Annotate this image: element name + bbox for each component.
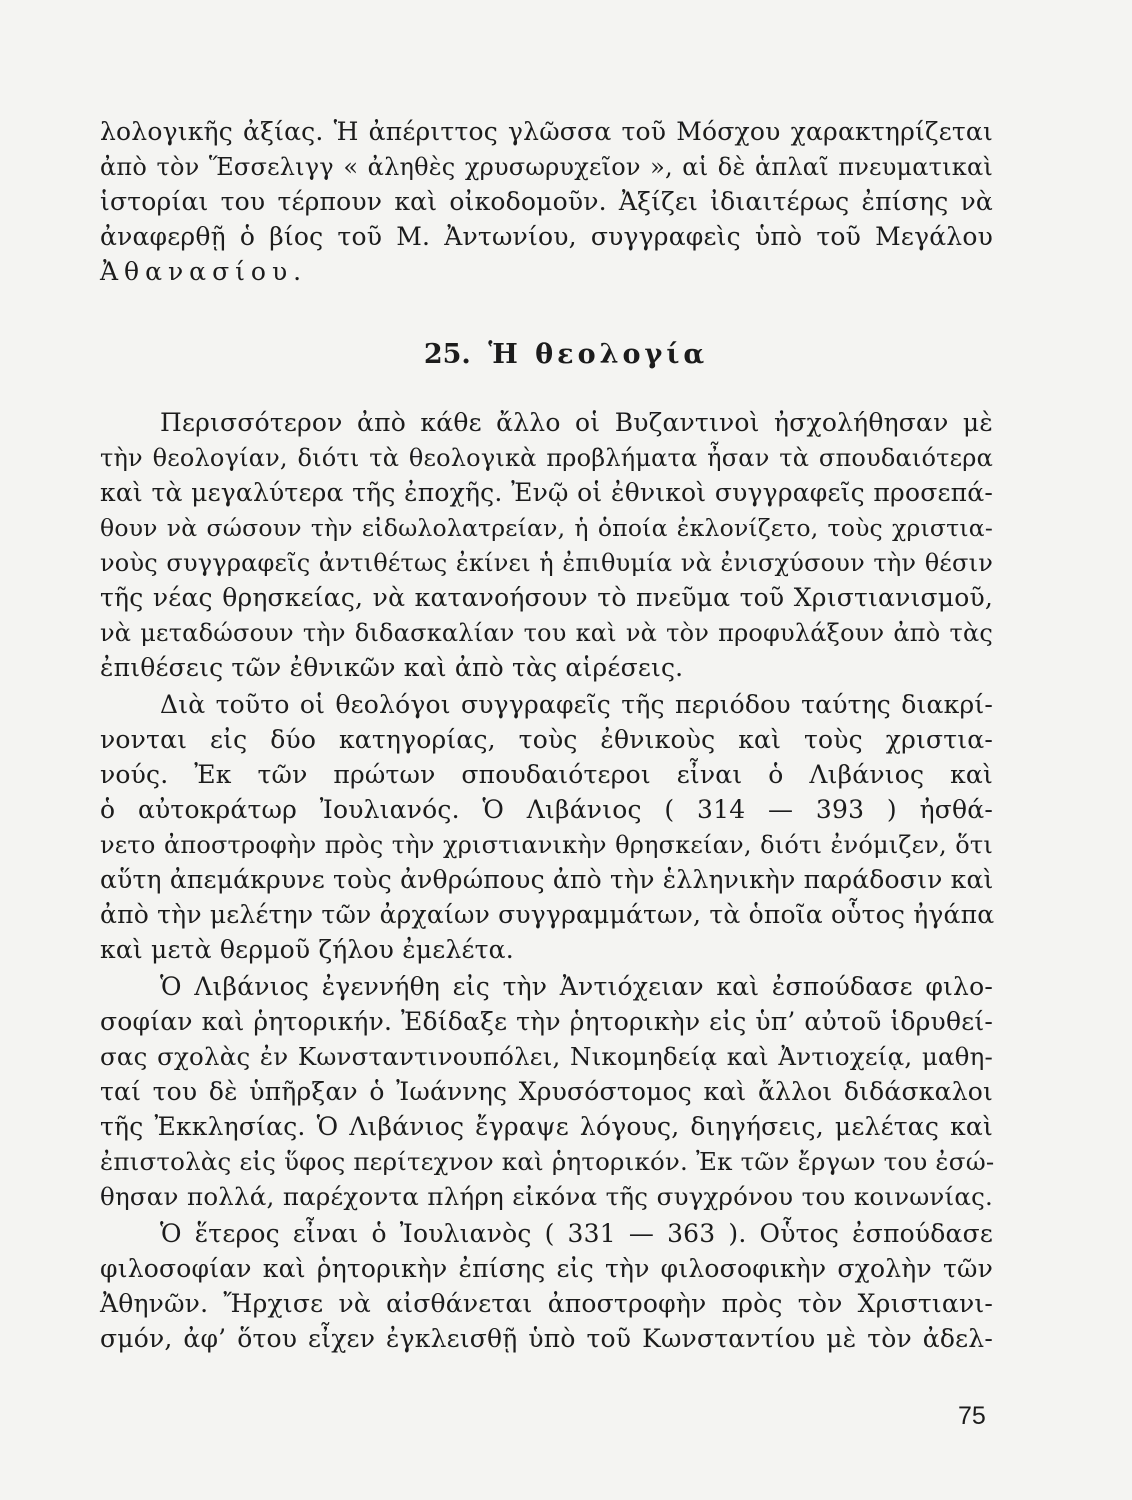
- text-line: ὁ αὐτοκράτωρ Ἰουλιανός. Ὁ Λιβάνιος ( 314 — 393 ) ἠσθά-: [100, 795, 993, 824]
- text-line: τῆς νέας θρησκείας, νὰ κατανοήσουν τὸ πνεῦμα τοῦ Χριστιανισμοῦ,: [100, 583, 993, 612]
- text-line: ἀπὸ τὴν μελέτην τῶν ἀρχαίων συγγραμμάτων, τὰ ὁποῖα οὗτος ἠγάπα: [100, 900, 995, 929]
- text-line: θησαν πολλά, παρέχοντα πλήρη εἰκόνα τῆς συγχρόνου του κοινωνίας.: [100, 1182, 993, 1211]
- text-line: σας σχολὰς ἐν Κωνσταντινουπόλει, Νικομηδείᾳ καὶ Ἀντιοχείᾳ, μαθη-: [100, 1042, 993, 1071]
- text-line: νονται εἰς δύο κατηγορίας, τοὺς ἐθνικοὺς καὶ τοὺς χριστια-: [100, 725, 993, 754]
- text-line: τῆς Ἐκκλησίας. Ὁ Λιβάνιος ἔγραψε λόγους, διηγήσεις, μελέτας καὶ: [100, 1112, 993, 1141]
- text-line: φιλοσοφίαν καὶ ῥητορικὴν ἐπίσης εἰς τὴν φιλοσοφικὴν σχολὴν τῶν: [100, 1254, 993, 1283]
- text-line: καὶ τὰ μεγαλύτερα τῆς ἐποχῆς. Ἐνῷ οἱ ἐθνικοὶ συγγραφεῖς προσεπά-: [100, 478, 993, 507]
- text-line: Περισσότερον ἀπὸ κάθε ἄλλο οἱ Βυζαντινοὶ ἠσχολήθησαν μὲ: [160, 408, 993, 437]
- text-line: Ὁ ἕτερος εἶναι ὁ Ἰουλιανὸς ( 331 — 363 ). Οὗτος ἐσπούδασε: [160, 1219, 993, 1248]
- text-line: ἀναφερθῇ ὁ βίος τοῦ Μ. Ἀντωνίου, συγγραφεὶς ὑπὸ τοῦ Μεγάλου: [100, 222, 993, 251]
- text-line: Ὁ Λιβάνιος ἐγεννήθη εἰς τὴν Ἀντιόχειαν καὶ ἐσπούδασε φιλο-: [160, 972, 993, 1001]
- text-line: ἱστορίαι του τέρπουν καὶ οἰκοδομοῦν. Ἀξίζει ἰδιαιτέρως ἐπίσης νὰ: [100, 187, 993, 216]
- text-line: σοφίαν καὶ ῥητορικήν. Ἐδίδαξε τὴν ῥητορικὴν εἰς ὑπ’ αὐτοῦ ἱδρυθεί-: [100, 1007, 993, 1036]
- text-line: θουν νὰ σώσουν τὴν εἰδωλολατρείαν, ἡ ὁποία ἐκλονίζετο, τοὺς χριστια-: [100, 514, 993, 542]
- text-line: Ἀθηνῶν. Ἤρχισε νὰ αἰσθάνεται ἀποστροφὴν πρὸς τὸν Χριστιανι-: [100, 1289, 993, 1318]
- text-line: Ἀθανασίου.: [100, 257, 308, 286]
- text-line: νοὺς συγγραφεῖς ἀντιθέτως ἐκίνει ἡ ἐπιθυμία νὰ ἐνισχύσουν τὴν θέσιν: [100, 549, 993, 577]
- text-line: ἀπὸ τὸν Ἕσσελιγγ « ἀληθὲς χρυσωρυχεῖον », αἱ δὲ ἁπλαῖ πνευματικαὶ: [100, 153, 993, 181]
- section-heading: [0, 338, 1132, 372]
- text-line: νούς. Ἐκ τῶν πρώτων σπουδαιότεροι εἶναι ὁ Λιβάνιος καὶ: [100, 760, 993, 789]
- text-line: αὕτη ἀπεμάκρυνε τοὺς ἀνθρώπους ἀπὸ τὴν ἑλληνικὴν παράδοσιν καὶ: [100, 865, 994, 894]
- text-line: ἐπιθέσεις τῶν ἐθνικῶν καὶ ἀπὸ τὰς αἱρέσεις.: [100, 653, 684, 682]
- text-line: τὴν θεολογίαν, διότι τὰ θεολογικὰ προβλήματα ἦσαν τὰ σπουδαιότερα: [100, 444, 993, 472]
- page-number: 75: [958, 1402, 986, 1430]
- text-line: νετο ἀποστροφὴν πρὸς τὴν χριστιανικὴν θρησκείαν, διότι ἐνόμιζεν, ὅτι: [100, 831, 993, 859]
- text-line: νὰ μεταδώσουν τὴν διδασκαλίαν του καὶ νὰ τὸν προφυλάξουν ἀπὸ τὰς: [100, 619, 993, 647]
- text-line: λολογικῆς ἀξίας. Ἡ ἀπέριττος γλῶσσα τοῦ Μόσχου χαρακτηρίζεται: [100, 117, 993, 146]
- text-line: σμόν, ἀφ’ ὅτου εἶχεν ἐγκλεισθῇ ὑπὸ τοῦ Κωνσταντίου μὲ τὸν ἀδελ-: [100, 1324, 993, 1353]
- text-line: ταί του δὲ ὑπῆρξαν ὁ Ἰωάννης Χρυσόστομος καὶ ἄλλοι διδάσκαλοι: [100, 1077, 993, 1106]
- section-number: 25.: [423, 339, 471, 370]
- text-line: Διὰ τοῦτο οἱ θεολόγοι συγγραφεῖς τῆς περιόδου ταύτης διακρί-: [160, 690, 993, 719]
- text-line: ἐπιστολὰς εἰς ὕφος περίτεχνον καὶ ῥητορικόν. Ἐκ τῶν ἔργων του ἐσώ-: [100, 1147, 995, 1176]
- section-title: Ἡ θεολογία: [488, 339, 709, 370]
- text-line: καὶ μετὰ θερμοῦ ζήλου ἐμελέτα.: [100, 935, 514, 964]
